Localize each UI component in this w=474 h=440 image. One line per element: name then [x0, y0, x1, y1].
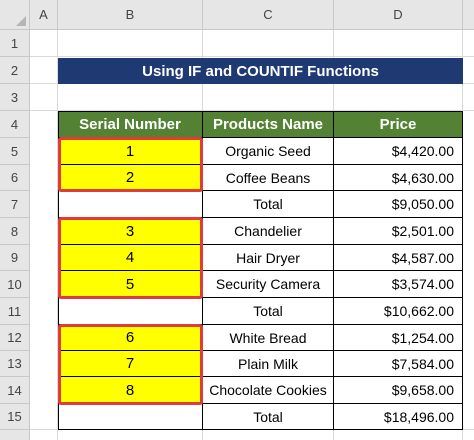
serial-cell[interactable]: 1 — [58, 138, 203, 165]
product-cell[interactable]: Security Camera — [203, 271, 334, 298]
row-header-3[interactable]: 3 — [0, 84, 30, 111]
serial-cell[interactable]: 2 — [58, 165, 203, 191]
product-cell[interactable]: Chandelier — [203, 218, 334, 245]
row-header-4[interactable]: 4 — [0, 111, 30, 138]
row-header-6[interactable]: 6 — [0, 165, 30, 191]
row-header-2[interactable]: 2 — [0, 57, 30, 84]
row-header-9[interactable]: 9 — [0, 245, 30, 271]
serial-cell[interactable] — [58, 191, 203, 218]
serial-cell[interactable]: 4 — [58, 245, 203, 271]
price-cell[interactable]: $2,501.00 — [334, 218, 463, 245]
column-header-e[interactable] — [463, 0, 474, 30]
serial-cell[interactable]: 3 — [58, 218, 203, 245]
total-label-cell[interactable]: Total — [203, 404, 334, 430]
row-header-12[interactable]: 12 — [0, 325, 30, 351]
serial-cell[interactable] — [58, 298, 203, 325]
row-header-11[interactable]: 11 — [0, 298, 30, 325]
total-price-cell[interactable]: $10,662.00 — [334, 298, 463, 325]
select-all-corner[interactable] — [0, 0, 30, 30]
row-header-14[interactable]: 14 — [0, 377, 30, 404]
product-cell[interactable]: Coffee Beans — [203, 165, 334, 191]
sheet-title[interactable]: Using IF and COUNTIF Functions — [58, 58, 463, 84]
column-header-d[interactable]: D — [334, 0, 463, 30]
column-header-c[interactable]: C — [203, 0, 334, 30]
row-header-8[interactable]: 8 — [0, 218, 30, 245]
price-cell[interactable]: $9,658.00 — [334, 377, 463, 404]
row-header-16[interactable] — [0, 430, 30, 440]
product-cell[interactable]: Plain Milk — [203, 351, 334, 377]
column-header-b[interactable]: B — [58, 0, 203, 30]
header-products-name[interactable]: Products Name — [203, 111, 334, 138]
row-header-1[interactable]: 1 — [0, 30, 30, 57]
serial-cell[interactable]: 5 — [58, 271, 203, 298]
total-label-cell[interactable]: Total — [203, 298, 334, 325]
gridline — [30, 56, 474, 57]
row-header-7[interactable]: 7 — [0, 191, 30, 218]
price-cell[interactable]: $3,574.00 — [334, 271, 463, 298]
serial-cell[interactable]: 8 — [58, 377, 203, 404]
total-price-cell[interactable]: $18,496.00 — [334, 404, 463, 430]
column-header-a[interactable]: A — [30, 0, 58, 30]
row-header-10[interactable]: 10 — [0, 271, 30, 298]
row-header-5[interactable]: 5 — [0, 138, 30, 165]
price-cell[interactable]: $4,587.00 — [334, 245, 463, 271]
serial-cell[interactable] — [58, 404, 203, 430]
serial-cell[interactable]: 6 — [58, 325, 203, 351]
price-cell[interactable]: $1,254.00 — [334, 325, 463, 351]
serial-cell[interactable]: 7 — [58, 351, 203, 377]
product-cell[interactable]: Chocolate Cookies — [203, 377, 334, 404]
row-header-15[interactable]: 15 — [0, 404, 30, 430]
product-cell[interactable]: Hair Dryer — [203, 245, 334, 271]
product-cell[interactable]: Organic Seed — [203, 138, 334, 165]
header-serial-number[interactable]: Serial Number — [58, 111, 203, 138]
product-cell[interactable]: White Bread — [203, 325, 334, 351]
price-cell[interactable]: $4,420.00 — [334, 138, 463, 165]
total-price-cell[interactable]: $9,050.00 — [334, 191, 463, 218]
header-price[interactable]: Price — [334, 111, 463, 138]
total-label-cell[interactable]: Total — [203, 191, 334, 218]
select-all-triangle-icon — [16, 16, 26, 26]
row-header-13[interactable]: 13 — [0, 351, 30, 377]
price-cell[interactable]: $7,584.00 — [334, 351, 463, 377]
price-cell[interactable]: $4,630.00 — [334, 165, 463, 191]
